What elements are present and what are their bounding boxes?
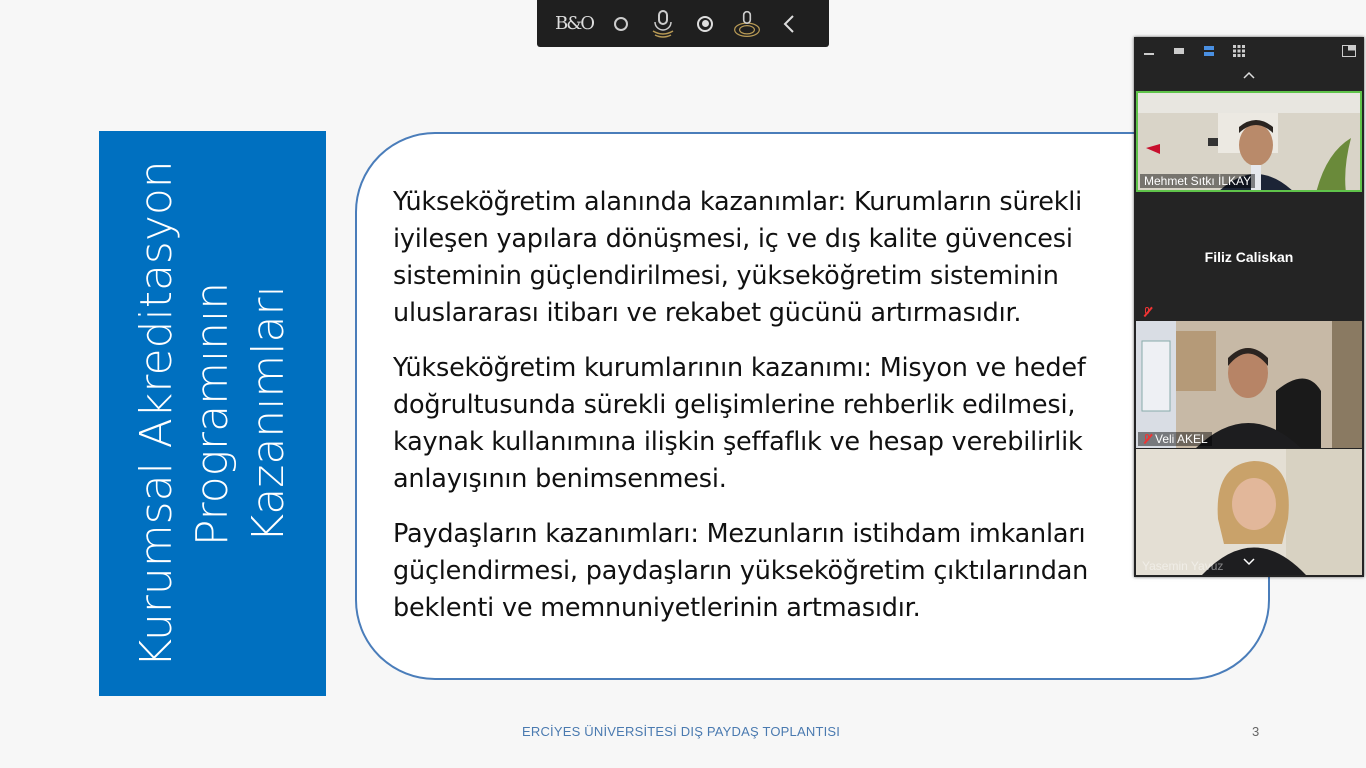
video-tile-3[interactable] [1136, 321, 1362, 448]
circle-icon[interactable] [607, 10, 635, 38]
scroll-up-button[interactable] [1134, 65, 1364, 85]
participant-name: Filiz Caliskan [1204, 248, 1294, 265]
chevron-down-icon [1243, 558, 1255, 566]
chevron-up-icon [1243, 71, 1255, 79]
exit-panel-icon[interactable] [1342, 44, 1356, 58]
participants-panel [1134, 37, 1364, 577]
strip-view-icon[interactable] [1202, 44, 1216, 58]
slide-title: Kurumsal Akreditasyon Programının Kazanımları [130, 159, 294, 668]
paragraph-stakeholder-gains: Paydaşların kazanımları: Mezunların istihdam imkanları güçlendirmesi, paydaşların yükseköğretim çıktılarından beklenti ve memnuniyetlerinin artmasıdır. [393, 519, 1089, 623]
video-tile-1[interactable] [1136, 91, 1362, 192]
paragraph-field-gains: Yükseköğretim alanında kazanımlar: Kurumların sürekli iyileşen yapılara dönüşmesi, iç ve dış kalite güvencesi sisteminin güçlendirilmesi, yükseköğretim sisteminin uluslararası itibarı ve rekabet gücünü artırmasıdır. [393, 187, 1083, 328]
mic-sound-icon[interactable] [649, 10, 677, 38]
brand-logo: B&O [555, 13, 594, 34]
mic-muted-icon [1142, 433, 1152, 445]
gallery-view-icon[interactable] [1232, 44, 1246, 58]
participant-name-label: Veli AKEL [1138, 432, 1212, 446]
chevron-left-icon[interactable] [775, 10, 803, 38]
mic-active-icon[interactable] [733, 10, 761, 38]
participant-video [1136, 321, 1362, 448]
paragraph-institution-gains: Yükseköğretim kurumlarının kazanımı: Misyon ve hedef doğrultusunda sürekli gelişimlerine rehberlik edilmesi, kaynak kullanımına ilişkin şeffaflık ve hesap verebilirlik anlayışının benimsenmesi. [393, 353, 1086, 494]
participant-name-label: Mehmet Sıtkı İLKAY [1140, 174, 1255, 188]
slide-content-box [355, 132, 1270, 680]
record-icon[interactable] [691, 10, 719, 38]
slide-footer: ERCİYES ÜNİVERSİTESİ DIŞ PAYDAŞ TOPLANTISI [522, 724, 841, 739]
participant-status [1138, 306, 1156, 318]
speaker-view-icon[interactable] [1172, 44, 1186, 58]
mic-muted-icon [1142, 306, 1152, 318]
video-tile-4[interactable] [1136, 449, 1362, 575]
video-tile-2[interactable] [1136, 193, 1362, 320]
scroll-down-button[interactable] [1136, 555, 1362, 569]
participant-name-label: Yasemin Yavuz [1142, 559, 1224, 573]
page-number: 3 [1252, 724, 1260, 739]
floating-toolbar [537, 0, 829, 47]
slide-title-box [99, 131, 326, 696]
minimize-icon[interactable] [1142, 44, 1156, 58]
panel-header [1134, 37, 1364, 65]
